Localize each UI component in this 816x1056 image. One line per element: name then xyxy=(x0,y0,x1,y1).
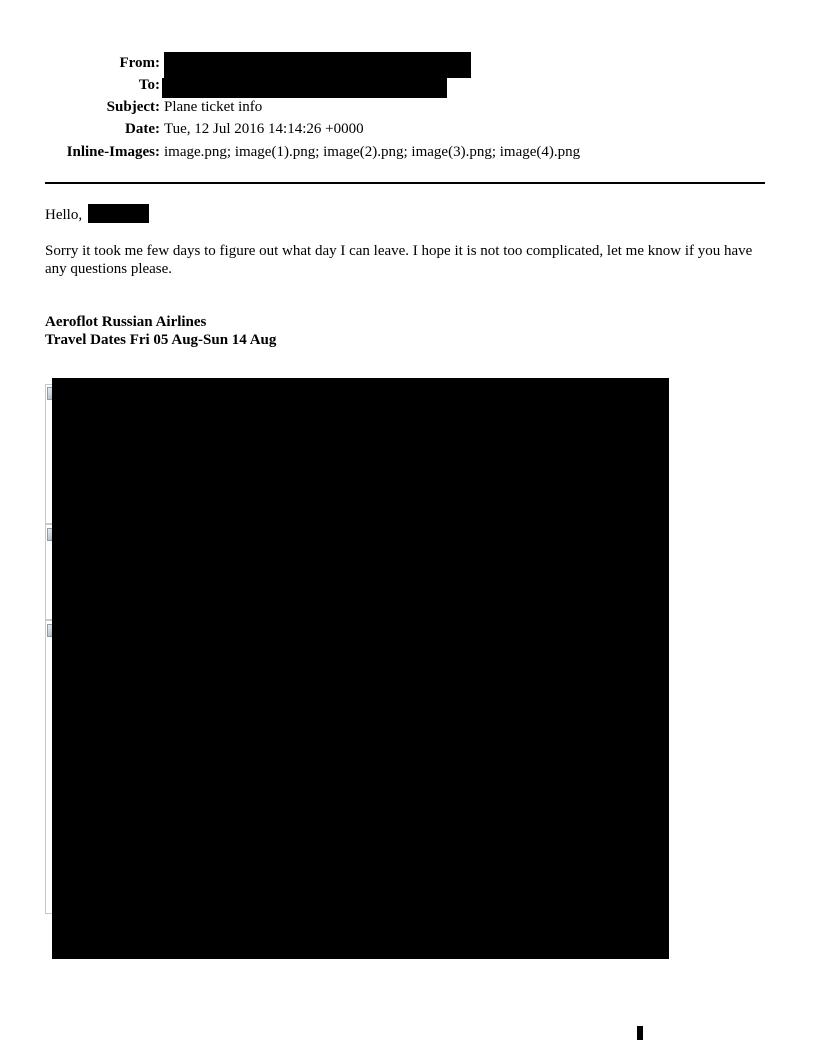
to-redaction xyxy=(162,78,447,98)
message-paragraph: Sorry it took me few days to figure out what day I can leave. I hope it is not too complicated, let me know if you have any questions please. xyxy=(45,243,753,277)
date-value: Tue, 12 Jul 2016 14:14:26 +0000 xyxy=(164,121,364,137)
to-label: To: xyxy=(138,77,160,93)
page-mark-redaction xyxy=(637,1026,643,1040)
inline-images-value: image.png; image(1).png; image(2).png; image(3).png; image(4).png xyxy=(164,144,581,160)
from-redaction xyxy=(164,52,471,78)
recipient-name-redaction xyxy=(88,204,149,223)
subject-value: Plane ticket info xyxy=(164,99,263,115)
airline-name: Aeroflot Russian Airlines xyxy=(45,314,207,330)
from-label: From: xyxy=(119,55,160,71)
inline-images-label: Inline-Images: xyxy=(66,144,160,160)
date-label: Date: xyxy=(125,121,160,137)
itinerary-redaction xyxy=(52,378,669,959)
greeting: Hello, xyxy=(45,207,83,223)
header-divider xyxy=(45,182,765,184)
subject-label: Subject: xyxy=(106,99,160,115)
travel-dates: Travel Dates Fri 05 Aug-Sun 14 Aug xyxy=(45,332,277,348)
